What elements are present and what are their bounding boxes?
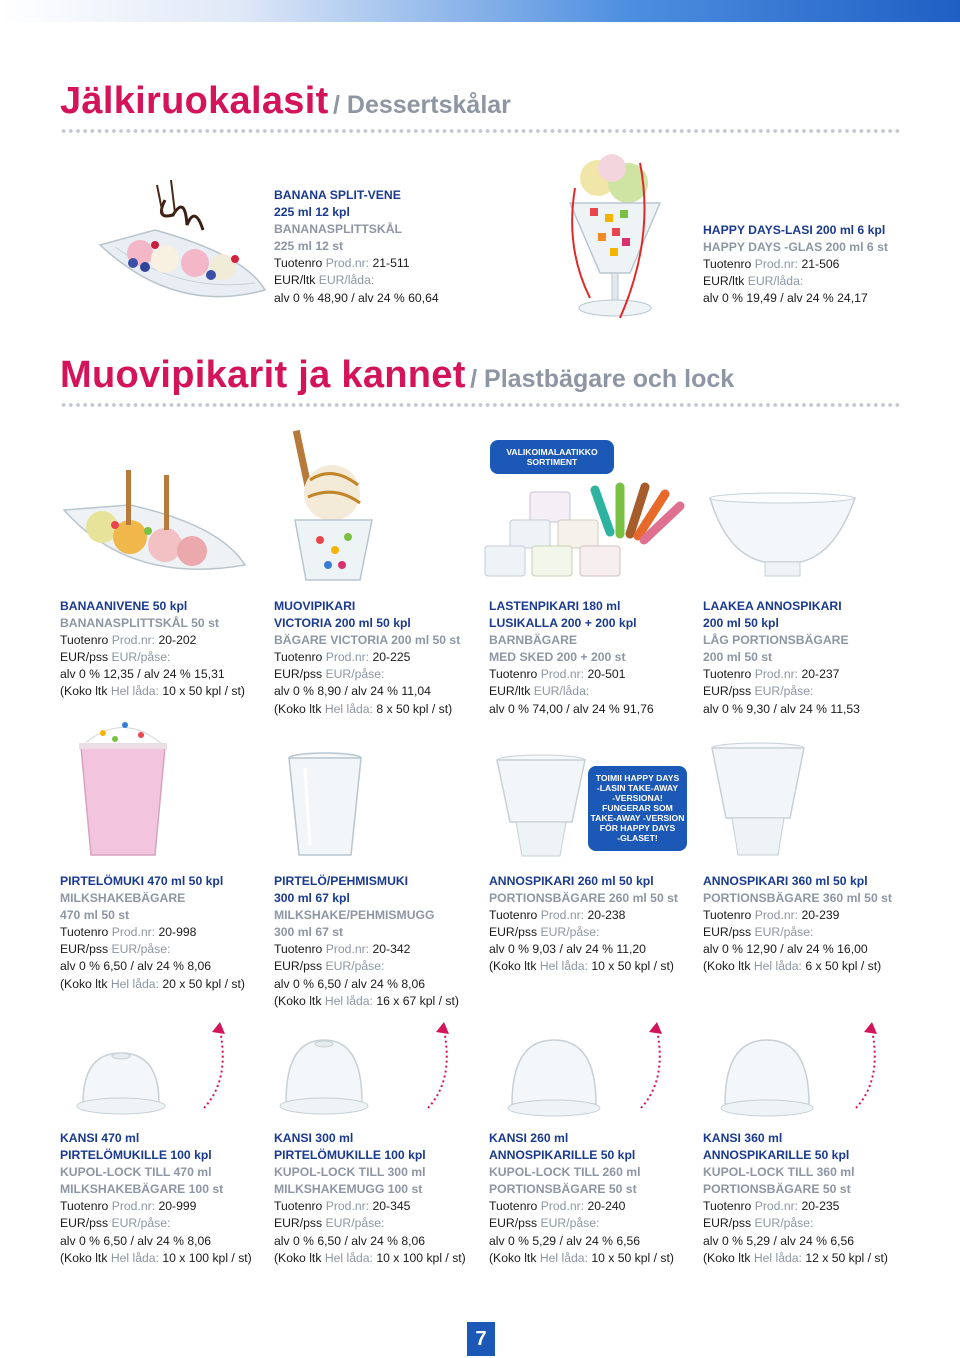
laakea-cup-image [705, 490, 860, 582]
dome-lid-470-image [75, 1048, 167, 1120]
box-size: (Koko ltk Hel låda: 16 x 67 kpl / st) [274, 993, 459, 1008]
price-unit: EUR/pss EUR/påse: [703, 684, 814, 699]
banana-split-boat-image [95, 175, 270, 315]
section-title-main: Muovipikarit ja kannet [60, 354, 466, 396]
product-price: alv 0 % 12,90 / alv 24 % 16,00 [703, 942, 868, 957]
product-price: alv 0 % 74,00 / alv 24 % 91,76 [489, 701, 654, 716]
product-price: alv 0 % 9,30 / alv 24 % 11,53 [703, 701, 860, 716]
product-name-fi: HAPPY DAYS-LASI 200 ml 6 kpl [703, 223, 886, 237]
product-number: Tuotenro Prod.nr: 20-225 [274, 650, 411, 665]
badge-line: SORTIMENT [526, 457, 578, 467]
product-annospikari-260 [489, 873, 678, 976]
product-price: alv 0 % 5,29 / alv 24 % 6,56 [703, 1233, 855, 1248]
product-size-sv: MILKSHAKEMUGG 100 st [274, 1182, 423, 1197]
badge-line: FUNGERAR SOM [602, 803, 673, 813]
product-number: Tuotenro Prod.nr: 21-506 [703, 257, 840, 272]
product-name-sv: BANANASPLITTSKÅL [274, 222, 402, 237]
product-size-sv: PORTIONSBÄGARE 50 st [489, 1182, 637, 1197]
price-unit: EUR/pss EUR/påse: [489, 1216, 600, 1231]
milkshake-cup-image [75, 715, 170, 860]
product-size-fi: LUSIKALLA 200 + 200 kpl [489, 616, 637, 631]
price-unit: EUR/pss EUR/påse: [60, 650, 171, 665]
happy-days-glass-image [560, 148, 670, 326]
product-name-fi: PIRTELÖMUKI 470 ml 50 kpl [60, 874, 224, 888]
product-price: alv 0 % 6,50 / alv 24 % 8,06 [60, 959, 212, 974]
annospikari-360-image [708, 740, 808, 860]
sortiment-badge [490, 440, 614, 474]
product-number: Tuotenro Prod.nr: 20-240 [489, 1199, 626, 1214]
pehmismuki-cup-image [285, 750, 365, 860]
product-number: Tuotenro Prod.nr: 20-999 [60, 1199, 197, 1214]
product-number: Tuotenro Prod.nr: 20-239 [703, 908, 840, 923]
product-size-fi: PIRTELÖMUKILLE 100 kpl [60, 1148, 212, 1163]
product-name-sv: BARNBÄGARE [489, 633, 578, 648]
product-banana-split [274, 187, 439, 307]
product-size-sv: MILKSHAKEBÄGARE 100 st [60, 1182, 224, 1197]
dome-lid-300-image [278, 1036, 370, 1121]
product-name-fi: KANSI 300 ml [274, 1131, 354, 1145]
lastenpikari-image [480, 472, 690, 584]
product-name-fi: BANAANIVENE 50 kpl [60, 599, 188, 613]
product-number: Tuotenro Prod.nr: 20-998 [60, 925, 197, 940]
section-title-plastic [60, 354, 734, 397]
product-size-sv: 225 ml 12 st [274, 239, 344, 254]
product-kansi-260 [489, 1130, 674, 1267]
badge-line: FÖR HAPPY DAYS [599, 823, 676, 833]
product-number: Tuotenro Prod.nr: 20-345 [274, 1199, 411, 1214]
price-unit: EUR/pss EUR/påse: [703, 1216, 814, 1231]
product-kansi-300 [274, 1130, 466, 1267]
product-number: Tuotenro Prod.nr: 20-238 [489, 908, 626, 923]
product-name-sv: BANANASPLITTSKÅL 50 st [60, 616, 219, 631]
product-name-sv: HAPPY DAYS -GLAS 200 ml 6 st [703, 240, 888, 255]
product-name-fi: KANSI 360 ml [703, 1131, 783, 1145]
product-number: Tuotenro Prod.nr: 20-237 [703, 667, 840, 682]
product-price: alv 0 % 48,90 / alv 24 % 60,64 [274, 290, 439, 305]
product-size-sv: 200 ml 50 st [703, 650, 773, 665]
annospikari-260-image [494, 752, 589, 860]
product-name-fi: LASTENPIKARI 180 ml [489, 599, 621, 613]
dotted-divider [60, 402, 902, 408]
section-title-sub: / Plastbägare och lock [470, 365, 735, 393]
box-size: (Koko ltk Hel låda: 8 x 50 kpl / st) [274, 701, 453, 716]
box-size: (Koko ltk Hel låda: 10 x 50 kpl / st) [489, 1250, 674, 1265]
product-size-sv: 300 ml 67 st [274, 925, 344, 940]
badge-line: -VERSIONA! [612, 793, 663, 803]
product-price: alv 0 % 5,29 / alv 24 % 6,56 [489, 1233, 641, 1248]
product-name-sv: LÅG PORTIONSBÄGARE [703, 633, 849, 648]
product-price: alv 0 % 9,03 / alv 24 % 11,20 [489, 942, 646, 957]
product-name-fi: KANSI 260 ml [489, 1131, 569, 1145]
product-name-sv: MILKSHAKEBÄGARE [60, 891, 186, 906]
product-price: alv 0 % 6,50 / alv 24 % 8,06 [274, 976, 426, 991]
banaanivene-image [60, 465, 250, 583]
product-name-fi: PIRTELÖ/PEHMISMUKI [274, 874, 409, 888]
product-name-sv: PORTIONSBÄGARE 360 ml 50 st [703, 891, 892, 906]
dotted-divider [60, 128, 902, 134]
product-size-fi: ANNOSPIKARILLE 50 kpl [489, 1148, 636, 1163]
price-unit: EUR/pss EUR/påse: [60, 942, 171, 957]
product-price: alv 0 % 6,50 / alv 24 % 8,06 [60, 1233, 212, 1248]
product-size-fi: 300 ml 67 kpl [274, 891, 350, 906]
product-size-fi: 200 ml 50 kpl [703, 616, 779, 631]
product-pehmismuki [274, 873, 459, 1010]
dome-lid-360-image [719, 1036, 815, 1121]
badge-line: -GLASET! [617, 833, 658, 843]
product-price: alv 0 % 6,50 / alv 24 % 8,06 [274, 1233, 426, 1248]
price-unit: EUR/pss EUR/påse: [274, 667, 385, 682]
product-size-sv: MED SKED 200 + 200 st [489, 650, 626, 665]
product-price: alv 0 % 12,35 / alv 24 % 15,31 [60, 667, 225, 682]
section-title-dessert [60, 80, 511, 123]
dome-lid-260-image [506, 1036, 602, 1121]
product-name-sv: PORTIONSBÄGARE 260 ml 50 st [489, 891, 678, 906]
badge-line: TAKE-AWAY -VERSION [590, 813, 685, 823]
product-name-fi: BANANA SPLIT-VENE [274, 188, 401, 202]
product-name-fi: KANSI 470 ml [60, 1131, 140, 1145]
price-unit: EUR/pss EUR/påse: [60, 1216, 171, 1231]
product-size-fi: PIRTELÖMUKILLE 100 kpl [274, 1148, 426, 1163]
product-name-sv: KUPOL-LOCK TILL 470 ml [60, 1165, 212, 1180]
box-size: (Koko ltk Hel låda: 6 x 50 kpl / st) [703, 959, 882, 974]
box-size: (Koko ltk Hel låda: 10 x 100 kpl / st) [60, 1250, 252, 1265]
product-banaanivene [60, 598, 245, 701]
price-unit: EUR/ltk EUR/låda: [703, 274, 804, 289]
page-number: 7 [467, 1322, 495, 1356]
box-size: (Koko ltk Hel låda: 10 x 50 kpl / st) [60, 684, 245, 699]
product-name-fi: ANNOSPIKARI 260 ml 50 kpl [489, 874, 654, 888]
header-gradient-bar [0, 0, 960, 22]
product-number: Tuotenro Prod.nr: 20-202 [60, 633, 197, 648]
product-size-sv: 470 ml 50 st [60, 908, 130, 923]
product-name-fi: ANNOSPIKARI 360 ml 50 kpl [703, 874, 868, 888]
product-number: Tuotenro Prod.nr: 21-511 [274, 256, 410, 271]
product-name-sv: KUPOL-LOCK TILL 300 ml [274, 1165, 426, 1180]
section-title-sub: / Dessertskålar [333, 91, 511, 119]
box-size: (Koko ltk Hel låda: 10 x 100 kpl / st) [274, 1250, 466, 1265]
product-lastenpikari [489, 598, 654, 718]
price-unit: EUR/pss EUR/påse: [489, 925, 600, 940]
price-unit: EUR/ltk EUR/låda: [489, 684, 590, 699]
product-kansi-470 [60, 1130, 252, 1267]
curved-arrow-icon [420, 1020, 460, 1112]
product-number: Tuotenro Prod.nr: 20-501 [489, 667, 626, 682]
product-size-fi: VICTORIA 200 ml 50 kpl [274, 616, 411, 631]
price-unit: EUR/ltk EUR/låda: [274, 273, 375, 288]
price-unit: EUR/pss EUR/påse: [274, 959, 385, 974]
badge-line: VALIKOIMALAATIKKO [506, 447, 598, 457]
product-annospikari-360 [703, 873, 892, 976]
product-name-sv: KUPOL-LOCK TILL 260 ml [489, 1165, 641, 1180]
product-name-sv: KUPOL-LOCK TILL 360 ml [703, 1165, 855, 1180]
product-name-sv: MILKSHAKE/PEHMISMUGG [274, 908, 435, 923]
badge-line: -LASIN TAKE-AWAY [596, 783, 679, 793]
badge-line: TOIMII HAPPY DAYS [595, 773, 680, 783]
product-name-fi: LAAKEA ANNOSPIKARI [703, 599, 842, 613]
box-size: (Koko ltk Hel låda: 12 x 50 kpl / st) [703, 1250, 888, 1265]
product-size-sv: PORTIONSBÄGARE 50 st [703, 1182, 851, 1197]
price-unit: EUR/pss EUR/påse: [274, 1216, 385, 1231]
product-price: alv 0 % 8,90 / alv 24 % 11,04 [274, 684, 431, 699]
victoria-cup-image [280, 425, 385, 585]
curved-arrow-icon [196, 1020, 236, 1112]
product-number: Tuotenro Prod.nr: 20-342 [274, 942, 411, 957]
product-size-fi: 225 ml 12 kpl [274, 205, 350, 220]
product-name-sv: BÄGARE VICTORIA 200 ml 50 st [274, 633, 461, 648]
section-title-main: Jälkiruokalasit [60, 80, 329, 122]
curved-arrow-icon [633, 1020, 673, 1112]
product-laakea [703, 598, 860, 718]
product-pirtelomuki-470 [60, 873, 245, 993]
product-victoria [274, 598, 460, 718]
product-price: alv 0 % 19,49 / alv 24 % 24,17 [703, 291, 868, 306]
box-size: (Koko ltk Hel låda: 10 x 50 kpl / st) [489, 959, 674, 974]
box-size: (Koko ltk Hel låda: 20 x 50 kpl / st) [60, 976, 245, 991]
product-happy-days [703, 222, 888, 307]
product-size-fi: ANNOSPIKARILLE 50 kpl [703, 1148, 850, 1163]
price-unit: EUR/pss EUR/påse: [703, 925, 814, 940]
takeaway-badge [588, 766, 687, 851]
product-number: Tuotenro Prod.nr: 20-235 [703, 1199, 840, 1214]
product-kansi-360 [703, 1130, 888, 1267]
product-name-fi: MUOVIPIKARI [274, 599, 356, 613]
curved-arrow-icon [848, 1020, 888, 1112]
